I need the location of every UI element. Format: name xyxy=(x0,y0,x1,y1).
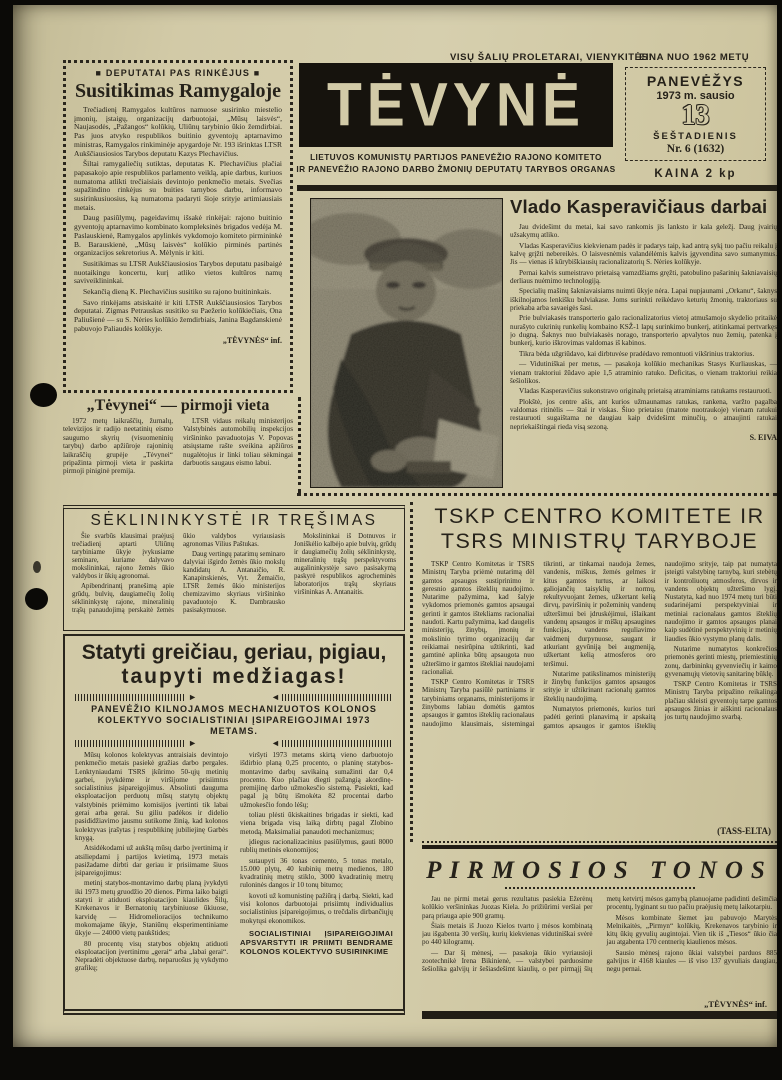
org-line-2: IR PANEVĖŽIO RAJONO DARBO ŽMONIŲ DEPUTATŲ TARYBOS ORGANAS xyxy=(296,164,616,174)
paragraph: Atsidėkodami už aukštą mūsų darbo įvertinimą ir atsiliepdami į partijos kvietimą, 1973 metais pasižadame dirbti dar geriau ir prisiimame šiuos įsipareigojimus: xyxy=(75,844,228,878)
paragraph: TSKP Centro Komitetas ir TSRS Ministrų Taryba pripažino reikalinga plačiau skleisti gyventojų tarpe gamtos apsaugos žinias ir aiškinti racionalaus jos turtų naudojimo svarbą. xyxy=(664,680,777,722)
headline-tevynei: „Tėvynei“ — pirmoji vieta xyxy=(86,397,270,414)
tick-rule xyxy=(75,694,186,701)
paragraph: Specialių mašinų šakniavaisiams nuimti ūkyje nėra. Lapai nupjaunami „Orkanu“, šaknys iškilnojamos lenkišku bulviakase. Joms surinkti reikėdavo keturių žmonių, traktoriaus su priekaba arba savaeigės šasi. xyxy=(510,287,777,313)
paragraph: Trečiadienį Ramygalos kultūros namuose susirinko miestelio įmonių, įstaigų, organizacijų darbuotojai, „Mūsų laisvės“, Naujasodės, „Pažangos“ kolūkių, Uliūnų tarybinio ūkio žemdirbiai. Pas juos atvyko respublikos buitinio gyventojų aptarnavimo ministras, Ramygalos rinkiminėje apygardoje Nr. 193 išrinktas LTSR Aukščiausiosios Tarybos deputatu Kazys Plechavičius. xyxy=(74,105,282,158)
article-tevynei xyxy=(63,397,293,503)
paragraph: Jau ne pirmi metai gerus rezultatus pasiekia Ežerėnų kolūkio veršininkas Juozas Kiela. Jo prižiūrimi veršiai per parą priauga apie 900 gramų. xyxy=(422,895,593,920)
article-signature: (TASS-ELTA) xyxy=(717,826,771,836)
paragraph: Vladas Kasperavičius sukonstravo originalų prietaisą atraminiams ratukams restauruoti. xyxy=(519,387,772,396)
article-kicker: ■ DEPUTATAI PAS RINKĖJUS ■ xyxy=(95,68,261,78)
paragraph: metinį statybos-montavimo darbų planą įvykdyti iki 1973 metų gruodžio 20 dienos. Pirma laiko baigti statyti ir atiduoti eksploatacijon kiaulides Šilų, Krekenavos ir Bernatonių tarybiniuose ūkiuose, karvidę — Hidromelioracijos technikumo mokomajame ūkyje, Staniūnų eksperimentiniame ūkyje — 24000 vietų paukštides; xyxy=(75,879,228,938)
paragraph: 1972 metų laikraščių, žurnalų, televizijos ir radijo neetatinių eismo saugumo skyrių (visuomeninių tarybų) darbo apžiūroje rajoninių laikraščių grupėje „Tėvynei“ pripažinta pirmoji vieta ir paskirta pirmoji piniginė premija. xyxy=(63,417,173,476)
headline-pirmosios: PIRMOSIOS TONOS xyxy=(426,857,773,884)
wavy-underline xyxy=(505,887,695,889)
tick-rule xyxy=(75,740,186,747)
issue-weekday: ŠEŠTADIENIS xyxy=(653,131,738,142)
tick-rule xyxy=(282,740,393,747)
horizontal-divider xyxy=(297,493,777,496)
decorative-rule-bottom xyxy=(75,740,393,747)
newspaper-title: TĖVYNĖ xyxy=(326,69,586,140)
paragraph: Šiais metais iš Juozo Kielos tvarto į mėsos kombinatą jau išgabenta 30 veršių, kurių kiekvienas vidutiniškai svėrė po 440 kilogramų. xyxy=(422,921,593,947)
paragraph: Šie svarbūs klausimai praėjusį trečiadienį aptarti Uliūnų tarybiniame ūkyje įvykusiame seminare, kuriame dalyvavo mokslininkai, rajono žemės ūkio valdybos ir ūkių agronomai. xyxy=(72,533,174,580)
article-tskp xyxy=(422,504,777,838)
article-signature: S. EIVA xyxy=(749,432,777,442)
issue-day-number: 13 xyxy=(681,100,710,131)
since-line: EINA NUO 1962 METŲ xyxy=(639,52,750,63)
paragraph: Daug pasiūlymų, pageidavimų išsakė rinkėjai: rajono buitinio gyventojų aptarnavimo kombinato kompleksinės brigados vedėja M. Paslauskienė, Ramygalos apylinkės vykdomojo komiteto pirmininkė B. Barauskienė, „Mūsų laisvės“ kolūkio pirminės partinės organizacijos sekretorius A. Mėlynis ir kiti. xyxy=(74,213,282,258)
paragraph: TSKP Centro Komitetas ir TSRS Ministrų Taryba pasiūlė partiniams ir tarybiniams organams, ministerijoms ir žinyboms labiau domėtis gamtos apsaugos ir gamtos išteklių racionalaus naudojimo klausimais, sistemingai tikrinti, ar tinkamai naudoja žemes, vandenis, miškus, žemės gelmes ir kitus gamtos turtus, ar laikosi galiojančių taisyklių ir normų, rekultyvuojant žemes, užkertant kelią dirvų, paviršinių ir požeminių vandenų užteršimui bei įdruskėjimui, išlaikant vandenų apsaugos ir miškų apsaugines funkcijas, vandens reguliavimo vaidmenį durpynuose, saugant ir atkuriant gyvūniją bei augmeniją, užkertant kelią atmosferos oro teršimui. xyxy=(422,560,656,728)
masthead xyxy=(299,63,613,147)
org-line-1: LIETUVOS KOMUNISTŲ PARTIJOS PANEVĖŽIO RAJONO KOMITETO xyxy=(310,152,602,162)
article-body xyxy=(510,223,777,431)
paragraph: viršyti 1973 metams skirtą vieno darbuotojo išdirbio planą 0,25 procento, o planinę statybos-montavimo darbų savikainą sumažinti dar 0,4 procento. Kuo plačiau diegti pažangią akordinę-premijinę darbo užmokesčio sistemą. Pasiekti, kad pagal ją būtų išmokėta 82 procentai darbo užmokesčio fondo lėšų; xyxy=(240,751,393,809)
headline-text: Vlado Kasperavičiaus darbai xyxy=(510,196,768,217)
paragraph: Mokslininkai iš Dotnuvos ir Joniškėlio kalbėjo apie bulvių, grūdų ir daugiamečių žolių sėklininkystę, mineralinių trąšų perspektyvoms augalininkystėje savo pasisakymą paskyrė respublikos agrocheminės laboratorijos trąšų skyriaus viršininkas A. Antanaitis. xyxy=(294,533,397,596)
headline-statyti-line1: Statyti greičiau, geriau, pigiau, xyxy=(81,641,387,664)
paragraph: Jau dvidešimt du metai, kai savo rankomis jis lanksto ir kala geležį. Daug įvairių užsakymų atliko. xyxy=(510,223,777,240)
arrow-right-icon: ► xyxy=(188,692,197,702)
paragraph: Mūsų kolonos kolektyvas antraisiais devintojo penkmečio metais pasiekė gražias darbo pergales. Lenktyniaudami TSRS įkūrimo 50-ųjų metinių garbei, įvykdėme ir viršijome prisiimtus socialistinius įsipareigojimus. Absoliuti dauguma eksploatacijon perduotų mūsų statytų objektų valstybinės priėmimo komisijos įvertinti tik labai gerai arba gerai. Su giliu padėkos ir didelio pasididžiavimo jausmu sutikome žinią, kad kolonos kolektyvas įrašytas į respublikinę jubiliejinę Garbės knygą. xyxy=(75,751,228,842)
tick-rule xyxy=(282,694,393,701)
photo-vladas-kasperavicius xyxy=(310,198,503,488)
decorative-rule-top xyxy=(75,694,393,701)
paragraph: TSKP Centro Komitetas ir TSRS Ministrų Taryba priėmė nutarimą dėl gamtos apsaugos sustiprinimo ir geresnio gamtos išteklių naudojimo. Nutarime pažymima, kad šalyje vykdomos priemonės gamtos apsaugai gerinti ir gamtos ištekliams racionaliai naudoti. Kartu pažymima, kad daugelis ministerijų, žinybų, įmonių ir mokslinio tyrimo organizacijų dar reikiamai nesirūpina užtikrinti, kad gamtinė aplinka būtų apsaugota nuo užteršimo ir gamtos ištekliai naudojami racionaliai. xyxy=(422,560,535,676)
paragraph: Pernai kalvis sumeistravo prietaisą vamzdžiams gręžti, patobulino pašarinių šakniavaisių derliaus nuėmimo technologiją. xyxy=(510,268,777,286)
headline-kasperavicius xyxy=(510,196,777,218)
article-body xyxy=(63,417,293,476)
article-statyti xyxy=(63,634,405,1015)
issue-date-box xyxy=(625,67,766,161)
punch-hole xyxy=(30,383,57,407)
paragraph: įdiegus racionalizacinius pasiūlymus, gauti 8000 rublių metinės ekonomijos; xyxy=(240,837,393,855)
paragraph: Prie bulviakasės transporterio galo racionalizatorius vietoj atmušamojo skydelio pritaikė nurašyto cukrinių runkelių kombaino KSŽ-1 lapų surinkimo bunkerį, atitinkamai pertvarkęs jo dugną. Šaknys nuo bulviakasės norago, transporterio apvalytos nuo žemių, patenka į bunkerį, kurio iškrovimas valdomas iš kabinos. xyxy=(510,314,777,348)
masthead-rule xyxy=(297,185,777,191)
headline-statyti-line2: taupyti medžiagas! xyxy=(121,665,347,688)
issue-date: 1973 m. sausio xyxy=(656,90,735,102)
paragraph: LTSR vidaus reikalų ministerijos Valstybinės automobilių inspekcijos viršininko pavaduotojas V. Popovas atsiųstame rašte sveikina apžiūros nugalėtojus ir linki toliau sėkmingai darbuotis saugaus eismo labui. xyxy=(183,417,293,468)
newspaper-page xyxy=(13,5,777,1047)
proletarian-slogan: VISŲ ŠALIŲ PROLETARAI, VIENYKITĖS! xyxy=(450,52,653,63)
paragraph: Nutarime numatytos konkrečios priemonės gerinti miestų, priemiestinių zonų, darbininkų gyvenviečių ir kaimo gyvenamųjų vietovių sanitarinę būklę. xyxy=(664,644,777,678)
paragraph: Susitikimas su LTSR Aukščiausiosios Tarybos deputatu pasibaigė nuotaikingu koncertu, kurį atliko vietos kultūros namų saviveiklininkai. xyxy=(74,258,282,286)
price-line: KAINA 2 kp xyxy=(654,168,737,180)
article-body xyxy=(74,106,282,334)
headline-susitikimas: Susitikimas Ramygaloje xyxy=(74,80,282,102)
paragraph: 80 procentų visų statybos objektų atiduoti eksploatacijon įvertinimu „gerai“ arba „labai gerai“. Nepradėti objektuose darbų, neparuošus jų vykdymo grafikų; xyxy=(75,939,228,973)
article-susitikimas xyxy=(63,60,293,393)
paragraph: Numatytos priemonės, kurios turi padėti gerinti planavimą ir apskaitą gamtos apsaugos ir gamtos išteklių naudojimo srityje, taip pat numatyta įsteigti valstybinę tarnybą, kuri stebėtų ir kontroliuotų atmosferos, dirvos ir vandens objektų užteršimo lygį. Nustatyta, kad nuo 1974 metų turi būti sudarinėjami perspektyviniai ir metiniai racionalaus gamtos išteklių naudojimo ir gamtos apsaugos planai kaip sudėtinė perspektyvinių ir metinių liaudies ūkio vystymo planų dalis. xyxy=(543,560,777,730)
paragraph: Vladas Kasperavičius kiekvienam padės ir padarys taip, kad antrą sykį tuo pačiu reikalu į kalvę grįžti nebereikės. O laisvesnėmis valandėlėmis kalvis įgyvendina savo sumanymus. Jis — vienas iš kūrybiškiausių racionalizatorių S. Nėries kolūkyje. xyxy=(510,241,777,267)
city-name: PANEVĖŽYS xyxy=(646,73,745,89)
article-body xyxy=(422,895,777,975)
headline-tskp-line1: TSKP CENTRO KOMITETE IR xyxy=(434,504,765,528)
paragraph: — Dar šį mėnesį, — pasakoja ūkio vyriausioji zootechnikė Irena Bikinienė, — valstybei parduosime šešiolika galvijų ir šešiasdešimt kiaulių, o per pirmąjį šių metų ketvirtį mėsos gamybą planuojame padidinti dešimčia procentų, lyginant su tuo pačiu praėjusių metų laikotarpiu. xyxy=(422,895,777,974)
issue-number: Nr. 6 (1632) xyxy=(666,143,725,155)
paragraph: kovoti už komunistinę pažiūrą į darbą. Siekti, kad visi kolonos darbuotojai prisiimtų individualius socialistinius įsipareigojimus, o trečdalis dirbančiųjų mokytųsi ekonomikos. xyxy=(240,891,393,925)
paragraph: Mėsos kombinate šiemet jau pabuvojo Marytės Melnikaitės, „Pirmyn“ kolūkių, Krekenavos tarybinio ir kitų ūkių gyvulių augintojai. Vien tik iš „Tiesos“ ūkio čia jau atgabenta 170 centnerių kiaulienos mėsos. xyxy=(606,913,777,947)
headline-tskp-line2: TSRS MINISTRŲ TARYBOJE xyxy=(440,529,759,553)
bottom-rule xyxy=(422,1011,777,1019)
kicker-statyti: PANEVĖŽIO KILNOJAMOS MECHANIZUOTOS KOLONOS KOLEKTYVO SOCIALISTINIAI ĮSIPAREIGOJIMAI 1973 METAMS. xyxy=(91,704,377,736)
thick-rule xyxy=(422,845,777,849)
vertical-divider xyxy=(410,502,413,842)
statyti-closing: SOCIALISTINIAI ĮSIPAREIGOJIMAI APSVARSTYTI IR PRIIMTI BENDRAME KOLONOS KOLEKTYVO SUSIRINKIME xyxy=(240,928,393,956)
paragraph: — Vidutiniškai per metus, — pasakoja kolūkio mechanikas Stasys Kurliauskas, — vienam traktoriui žūdavo apie 1,5 atraminio ratuko. Deficitas, o vienam traktoriui reikia šešiolikos. xyxy=(510,360,777,385)
arrow-left-icon: ◄ xyxy=(271,738,280,748)
article-seklininkyste xyxy=(63,505,405,631)
paragraph: Šiltai ramygaliečių sutiktas, deputatas K. Plechavičius plačiai papasakojo apie respublikos parlamento veiklą, apie darbus, kuriuos numatoma atlikti trečiaisiais devintojo penkmečio metais. Svečias supažindino rinkėjus su buities tarnybos darbu, informavo susirinkusiuosius, ką numatoma padaryti šioje srityje artimiausiais metais. xyxy=(74,159,282,212)
article-signature: „TĖVYNĖS“ inf. xyxy=(704,999,767,1009)
article-pirmosios xyxy=(422,841,777,1009)
paper-tear xyxy=(33,561,41,573)
dotted-rule xyxy=(422,841,777,843)
paragraph: toliau plėsti ūkiskaitines brigadas ir siekti, kad viena brigada visą laiką dirbtų pagal Zlobino metodą. Maksimaliai panaudoti mechanizmus; xyxy=(240,811,393,836)
paragraph: Sekančią dieną K. Plechavičius susitiko su rajono buitininkais. xyxy=(83,287,272,297)
paragraph: Apibendrinantį pranešimą apie grūdų, bulvių, daugiamečių žolių sėklininkystę rajone, mineralinių trąšų panaudojimą perskaitė žemės ūkio valdybos vyriausiasis agronomas Vilius Paštukas. xyxy=(72,533,285,614)
photo-illustration xyxy=(311,199,502,487)
paragraph: Nutarime patikslinamos ministerijų ir žinybų funkcijos gamtos apsaugos srityje ir užtikrinant racionalų gamtos išteklių naudojimą. xyxy=(543,669,656,703)
paragraph: sutaupyti 36 tonas cemento, 5 tonas metalo, 15.000 plytų, 40 kubinių metrų medienos, 180 kvadratinių metrų stiklo, 3000 kvadratinių metrų ruloninės dangos ir 10 tonų bitumo; xyxy=(240,856,393,890)
vertical-divider xyxy=(298,397,301,493)
paragraph: Savo rinkėjams atsiskaitė ir kiti LTSR Aukščiausiosios Tarybos deputatai. Zigmas Petrauskas susitiko su Paežerio kolūkiečiais, Ona Paliušienė — su S. Nėries kolūkio žemdirbiais, Janina Bagdanskienė pabuvojo Paliaudės kolūkyje. xyxy=(74,297,282,333)
arrow-right-icon: ► xyxy=(188,738,197,748)
paragraph: Tikra bėda užgriūdavo, kai dirbtuvėse pradėdavo remontuoti vikšrinius traktorius. xyxy=(519,349,755,358)
article-body xyxy=(72,533,396,615)
paragraph: Daug vertingų patarimų seminaro dalyviai išgirdo žemės ūkio mokslų kandidatų A. Antanaičio, R. Kanapinskienės, Vyt. Žemaičio, LTSR žemės ūkio ministerijos chemizavimo skyriaus viršininko pavaduotojo K. Dambrausko pasisakymuose. xyxy=(183,551,285,614)
paragraph: Sausio mėnesį rajono ūkiai valstybei parduos 885 galvijus ir 4168 kiaules — iš viso 137 gyvuliais daugiau, negu pernai. xyxy=(606,948,777,974)
article-signature: „TĖVYNĖS“ inf. xyxy=(222,335,282,345)
article-body xyxy=(422,560,777,730)
paragraph: Plokštė, jos centre ašis, ant kurios užmaunamas ratukas, rankena, varžto pagalba valdomas ritinėlis — štai ir viskas. Šiuo prietaisu (matote nuotraukoje) vienam ratukui restauruoti sugaištama ne daugiau kaip dvidešimt minučių, o atnaujinti ratukai nepriekaištingai rieda visą sezoną. xyxy=(510,397,777,431)
article-kasperavicius xyxy=(510,223,777,486)
arrow-left-icon: ◄ xyxy=(271,692,280,702)
headline-seklininkyste: SĖKLININKYSTĖ IR TRĘŠIMAS xyxy=(90,512,378,529)
punch-hole xyxy=(25,588,48,610)
